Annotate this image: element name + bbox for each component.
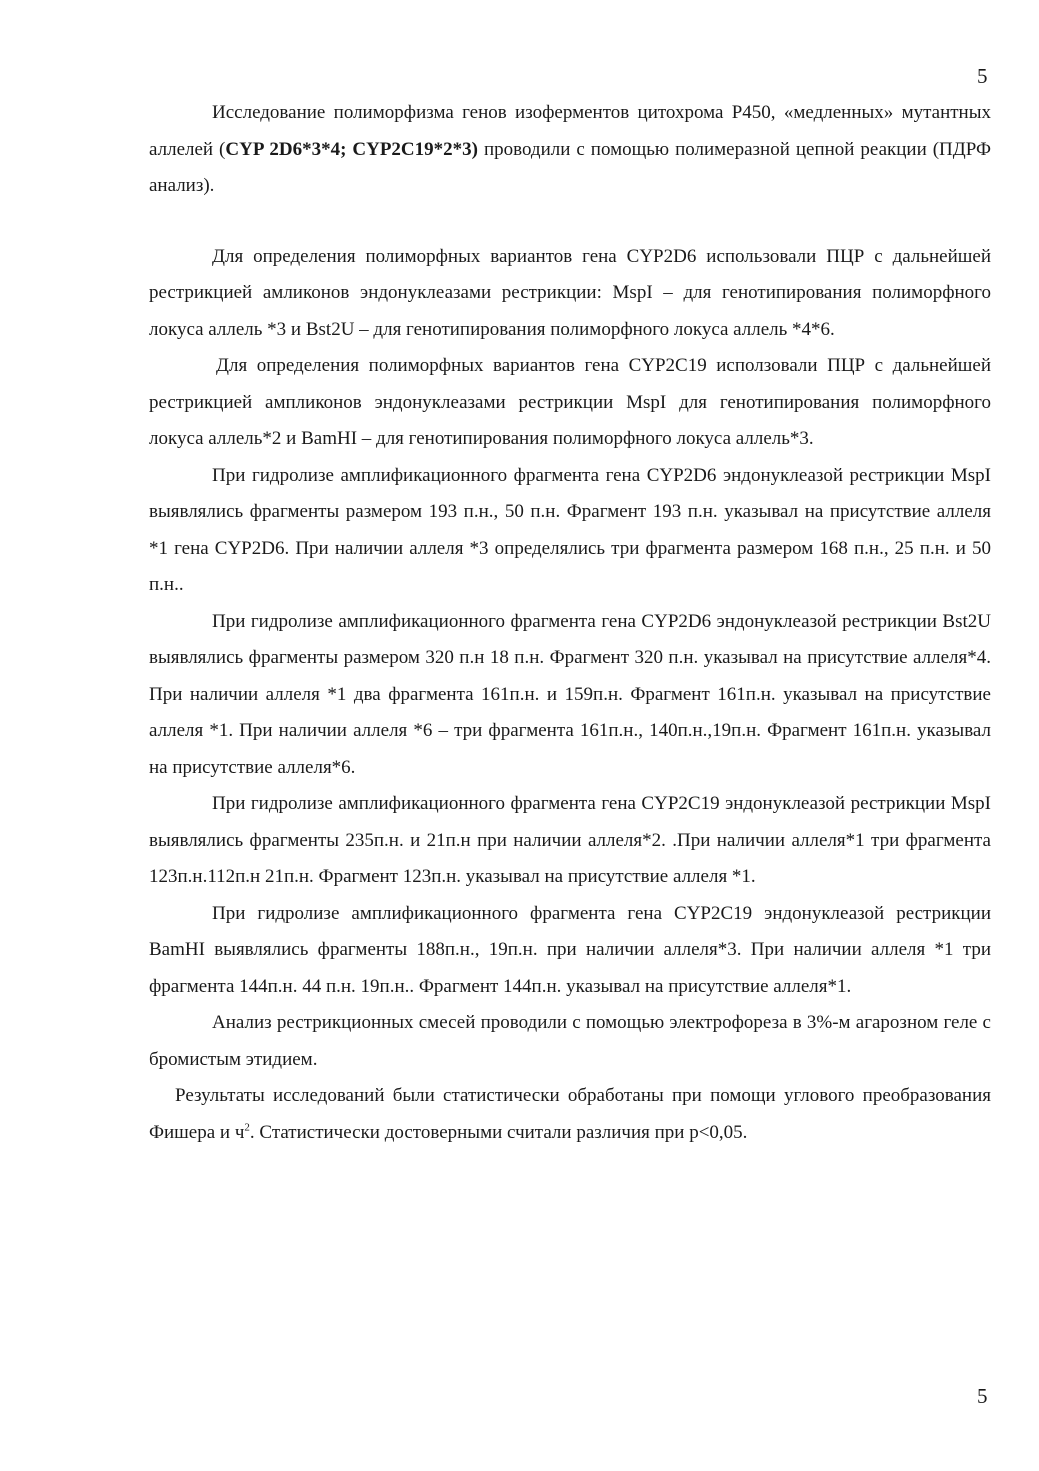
paragraph-methods-intro — [149, 95, 991, 205]
paragraph-statistics — [149, 1078, 991, 1151]
paragraph-cyp2d6-mspi: При гидролизе амплификационного фрагмента гена CYP2D6 эндонуклеазой рестрикции MspI выявлялись фрагменты размером 193 п.н., 50 п.н. Фрагмент 193 п.н. указывал на присутствие аллеля *1 гена CYP2D6. При наличии аллеля *3 определялись три фрагмента размером 168 п.н., 25 п.н. и 50 п.н.. — [149, 464, 991, 595]
page-number-bottom: 5 — [977, 1384, 988, 1408]
paragraph-cyp2c19-variants: Для определения полиморфных вариантов гена CYP2C19 исползовали ПЦР с дальнейшей рестрикцией ампликонов эндонуклеазами рестрикции MspI для генотипирования полиморфного локуса аллель*2 и BamHI – для генотипирования полиморфного локуса аллель*3. — [149, 355, 991, 449]
superscript: 2 — [244, 1121, 250, 1134]
paragraph-electrophoresis: Анализ рестрикционных смесей проводили с помощью электрофореза в 3%-м агарозном геле с бромистым этидием. — [149, 1012, 991, 1070]
paragraph-text: Исследование полиморфизма генов изоферментов цитохрома Р450, «медленных» мутантных аллелей ( — [149, 102, 991, 160]
paragraph-cyp2c19-bamhi: При гидролизе амплификационного фрагмента гена CYP2C19 эндонуклеазой рестрикции BamHI выявлялись фрагменты 188п.н., 19п.н. при наличии аллеля*3. При наличии аллеля *1 три фрагмента 144п.н. 44 п.н. 19п.н.. Фрагмент 144п.н. указывал на присутствие аллеля*1. — [149, 902, 991, 997]
paragraph-text: Результаты исследований были статистически обработаны при помощи углового преобразования Фишера и ч — [149, 1085, 991, 1143]
gene-alleles-bold: CYP 2D6*3*4; CYP2C19*2*3) — [225, 138, 478, 160]
paragraph-cyp2d6-variants: Для определения полиморфных вариантов гена CYP2D6 использовали ПЦР с дальнейшей рестрикцией амликонов эндонуклеазами рестрикции: MspI – для генотипирования полиморфного локуса аллель *3 и Bst2U – для генотипирования полиморфного локуса аллель *4*6. — [149, 245, 991, 340]
paragraph-cyp2d6-bst2u: При гидролизе амплификационного фрагмента гена CYP2D6 эндонуклеазой рестрикции Bst2U выявлялись фрагменты размером 320 п.н 18 п.н. Фрагмент 320 п.н. указывал на присутствие аллеля*4. При наличии аллеля *1 два фрагмента 161п.н. и 159п.н. Фрагмент 161п.н. указывал на присутствие аллеля *1. При наличии аллеля *6 – три фрагмента 161п.н., 140п.н.,19п.н. Фрагмент 161п.н. указывал на присутствие аллеля*6. — [149, 610, 991, 778]
paragraph-text: проводили с помощью полимеразной цепной реакции (ПДРФ анализ). — [149, 138, 991, 196]
document-body — [149, 95, 991, 1151]
paragraph-cyp2c19-mspi: При гидролизе амплификационного фрагмента гена CYP2C19 эндонуклеазой рестрикции MspI выявлялись фрагменты 235п.н. и 21п.н при наличии аллеля*2. .При наличии аллеля*1 три фрагмента 123п.н.112п.н 21п.н. Фрагмент 123п.н. указывал на присутствие аллеля *1. — [149, 793, 991, 887]
page-number-top: 5 — [977, 64, 988, 88]
paragraph-text: . Статистически достоверными считали различия при p<0,05. — [249, 1121, 748, 1143]
